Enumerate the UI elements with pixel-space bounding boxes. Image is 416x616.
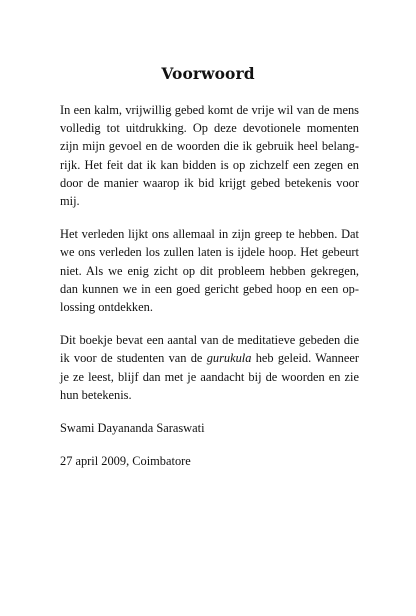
- document-body: [60, 101, 359, 485]
- paragraph-3: [60, 331, 359, 404]
- text-segment: ik voor de studenten van de: [60, 351, 207, 366]
- text-line: Het verleden lijkt ons allemaal in zijn greep te hebben. Dat: [60, 227, 359, 242]
- date-place: 27 april 2009, Coimbatore: [60, 454, 191, 469]
- text-line-with-emphasis: [60, 349, 359, 367]
- text-line: door de manier waarop ik bid krijgt gebed betekenis voor: [60, 175, 359, 190]
- text-line: we ons verleden los zullen laten is ijdele hoop. Het gebeurt: [60, 245, 359, 260]
- text-segment: heb geleid. Wanneer: [251, 351, 359, 366]
- text-line: zijn mijn gevoel en de woorden die ik gebruik heel belang-: [60, 139, 359, 154]
- text-line: niet. Als we enig zicht op dit probleem hebben gekregen,: [60, 263, 359, 278]
- text-line: rijk. Het feit dat ik kan bidden is op zichzelf een zegen en: [60, 157, 359, 172]
- text-line: je ze leest, blijf dan met je aandacht bij de woorden en zie: [60, 369, 359, 384]
- text-line: In een kalm, vrijwillig gebed komt de vrije wil van de mens: [60, 103, 359, 117]
- page-title: Voorwoord: [161, 64, 255, 83]
- text-line: hun betekenis.: [60, 387, 132, 402]
- signature: Swami Dayananda Saraswati: [60, 421, 205, 436]
- text-line: volledig tot uitdrukking. Op deze devotionele momenten: [60, 121, 359, 136]
- paragraph-1: [60, 101, 359, 210]
- text-line: dan kunnen we in een goed gericht gebed hoop en een op-: [60, 281, 359, 296]
- text-line: Dit boekje bevat een aantal van de meditatieve gebeden die: [60, 333, 359, 348]
- text-line: mij.: [60, 194, 80, 209]
- paragraph-2: [60, 225, 359, 316]
- emphasized-term: gurukula: [206, 351, 252, 366]
- text-line: lossing ontdekken.: [60, 300, 153, 315]
